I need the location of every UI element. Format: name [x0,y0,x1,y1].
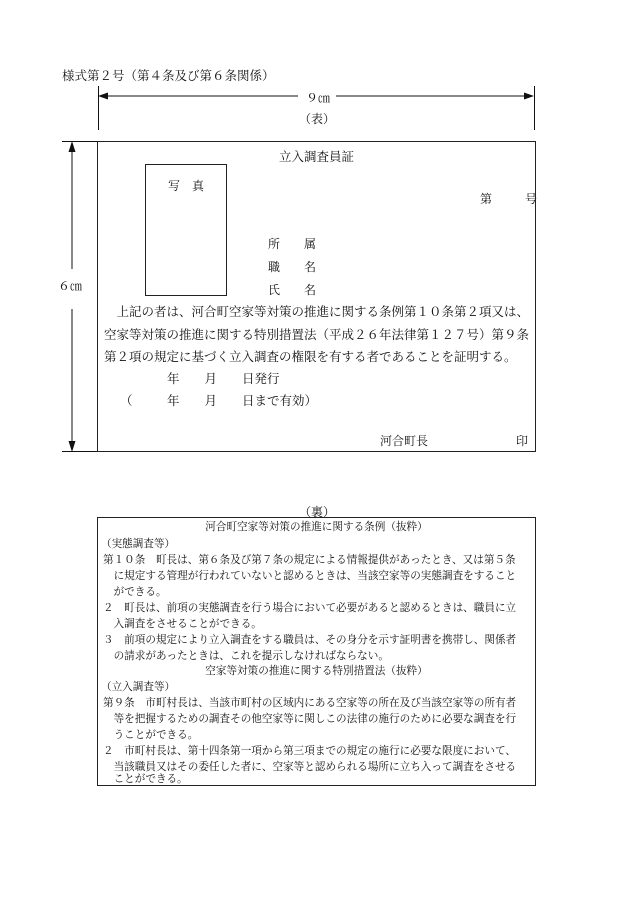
front-label: （表） [298,112,335,126]
statement-line: 空家等対策の推進に関する特別措置法（平成２６年法律第１２７号）第９条 [104,327,530,342]
statement-line: 上記の者は、河合町空家等対策の推進に関する条例第１０条第２項又は、 [104,304,530,319]
issue-date: 年 月 日発行 [167,371,280,386]
act-line: ことができる。 [103,773,188,785]
name-label: 氏 名 [268,283,317,297]
back-label: （裏） [298,505,335,519]
act-line: 当該職員又はその委任した者に、空家等と認められる場所に立ち入って調査をさせる [103,761,517,773]
ordinance-title: 河合町空家等対策の推進に関する条例（抜粋） [205,521,428,533]
id-card-back [97,517,536,786]
number-label: 第 号 [480,192,541,206]
width-label: ９㎝ [305,91,330,105]
act-title: 空家等対策の推進に関する特別措置法（抜粋） [205,665,428,677]
act-heading: （立入調査等） [101,681,176,693]
ordinance-line: の請求があったときは、これを提示しなければならない。 [103,650,389,662]
act-line: ２ 市町村長は、第十四条第一項から第三項までの規定の施行に必要な限度において、 [103,745,516,757]
position-label: 職 名 [268,260,317,274]
ordinance-line: に規定する管理が行われていないと認めるときは、当該空家等の実態調査をすること [103,570,517,582]
act-line: 等を把握するための調査その他空家等に関しこの法律の施行のために必要な調査を行 [103,713,517,725]
ordinance-line: 入調査をさせることができる。 [103,618,262,630]
issuer: 河合町長 [380,434,429,448]
ordinance-line: ２ 町長は、前項の実態調査を行う場合において必要があると認めるときは、職員に立 [103,602,517,614]
ordinance-line: ができる。 [103,586,167,598]
ordinance-line: ３ 前項の規定により立入調査をする職員は、その身分を示す証明書を携帯し、関係者 [103,634,517,646]
height-label: ６㎝ [57,279,82,293]
height-arrow [66,141,78,453]
valid-until: 年 月 日まで有効） [167,393,318,408]
ordinance-line: 第１０条 町長は、第６条及び第７条の規定による情報提供があったとき、又は第５条 [103,554,516,566]
seal-mark: 印 [516,434,529,448]
valid-open-paren: （ [120,393,133,408]
act-line: 第９条 市町村長は、当該市町村の区域内にある空家等の所在及び当該空家等の所有者 [103,697,517,709]
form-title: 様式第２号（第４条及び第６条関係） [62,68,275,83]
photo-label: 写 真 [167,179,204,193]
statement-line: 第２項の規定に基づく立入調査の権限を有する者であることを証明する。 [104,349,517,364]
ordinance-heading: （実態調査等） [101,538,176,550]
act-line: うことができる。 [103,729,199,741]
card-title: 立入調査員証 [278,149,354,164]
affiliation-label: 所 属 [268,237,317,251]
